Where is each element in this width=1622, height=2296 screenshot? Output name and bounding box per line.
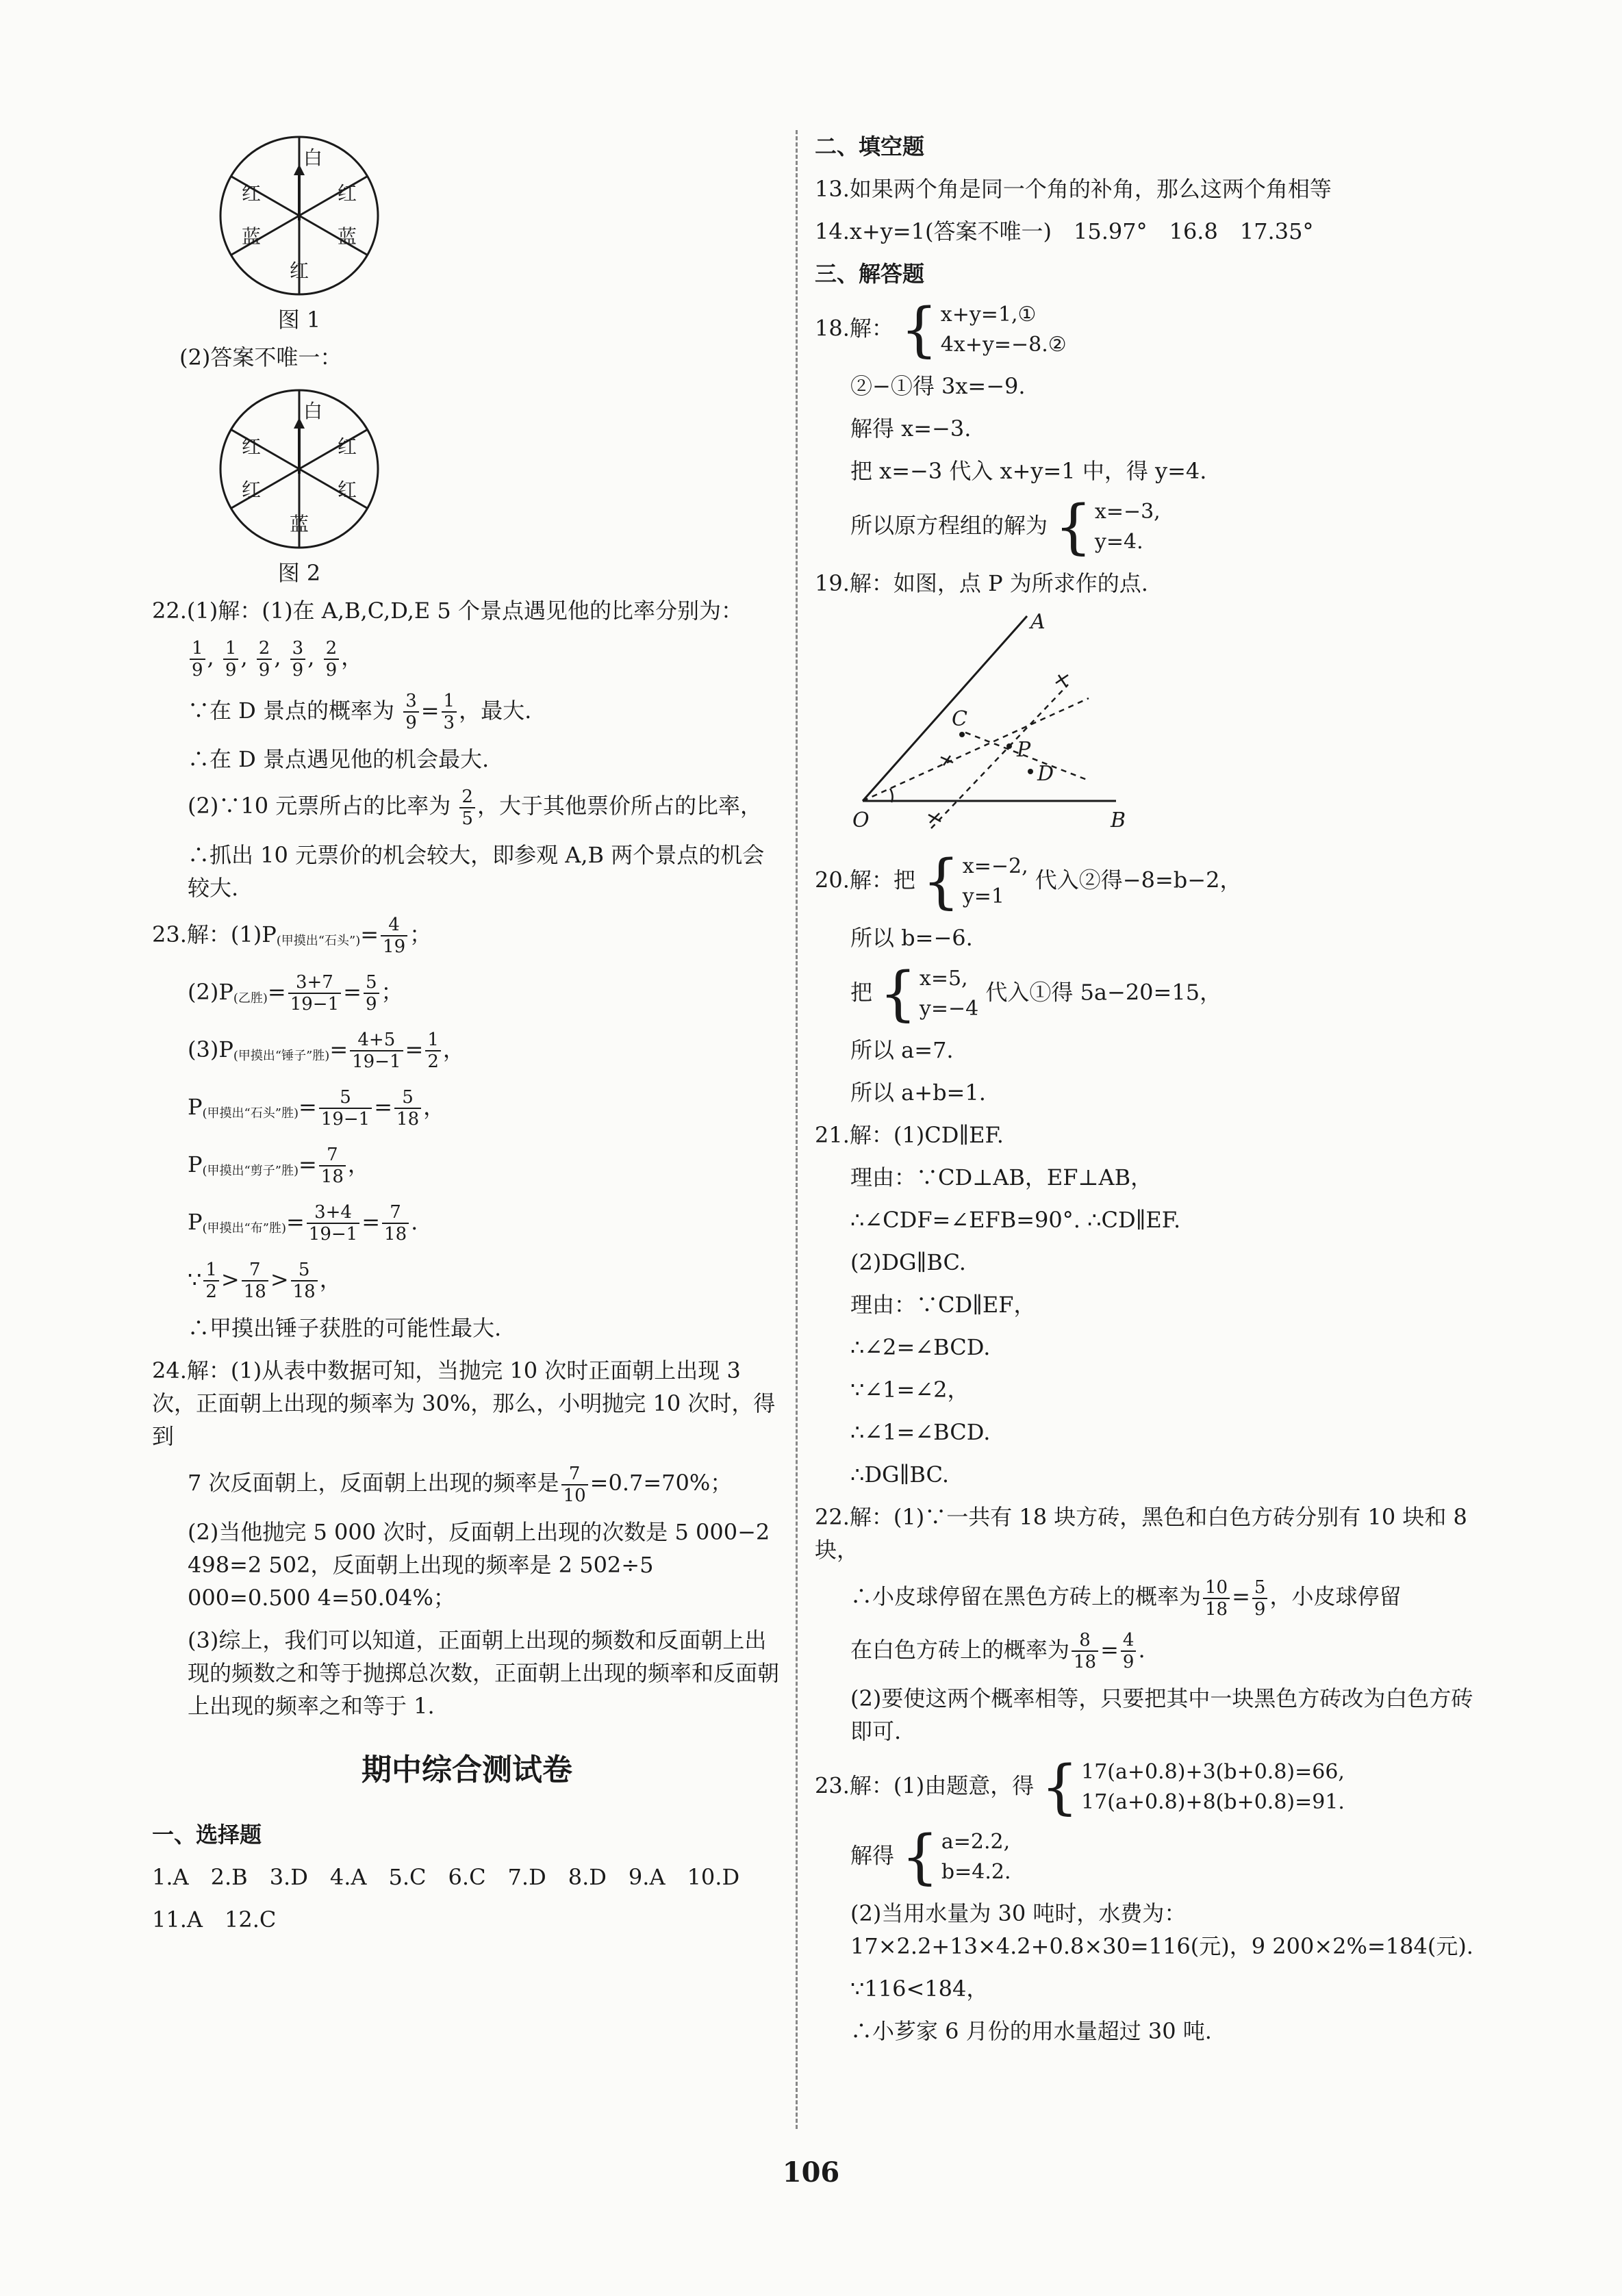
construction-svg (842, 609, 1137, 835)
r22-line: 在白色方砖上的概率为 $\frac{8}{18}$ = $\frac{4}{9}$ . (850, 1630, 1145, 1672)
q22-fractions: $\frac{1}{9}$ , $\frac{1}{9}$ , $\frac{2}{9}$ , $\frac{3}{9}$ , $\frac{2}{9}$ ， (152, 637, 782, 680)
fraction: $\frac{10}{18}$ (1203, 1577, 1230, 1620)
r20-line: 所以 a=7. (850, 1037, 954, 1063)
r23-line: ∴小芗家 6 月份的用水量超过 30 吨. (850, 2018, 1212, 2044)
section-heading: 二、填空题 (815, 133, 925, 160)
r21-line: 理由：∵CD∥EF， (850, 1292, 1036, 1318)
r21-line: ∴∠1=∠BCD. (850, 1419, 991, 1445)
fraction: $\frac{1}{3}$ (442, 691, 457, 733)
spinner1-label: 白 (303, 146, 323, 169)
q22-line: 22.(1)解：(1)在 A,B,C,D,E 5 个景点遇见他的比率分别为： (152, 598, 743, 624)
equation-system: { x=−2, y=1 (922, 847, 1028, 916)
r22-line: 22.解：(1)∵一共有 18 块方砖，黑色和白色方砖分别有 10 块和 8 块， (815, 1504, 1467, 1563)
fraction: $\frac{1}{2}$ (425, 1030, 441, 1072)
r19-line: 19.解：如图，点 P 为所求作的点. (815, 570, 1148, 596)
point-label-B: B (1111, 808, 1126, 832)
figure-caption: 图 1 (277, 307, 321, 333)
q22-line: ∴抓出 10 元票价的机会较大，即参观 A,B 两个景点的机会较大. (188, 841, 765, 901)
fraction: $\frac{1}{9}$ (190, 638, 205, 680)
fraction: $\frac{3+4}{19-1}$ (307, 1202, 359, 1245)
r21-line: 21.解：(1)CD∥EF. (815, 1122, 1004, 1148)
spinner-2-svg (214, 383, 385, 554)
spinner2-label: 红 (337, 479, 357, 501)
fraction: $\frac{7}{18}$ (382, 1202, 409, 1245)
r21-line: (2)DG∥BC. (850, 1249, 966, 1275)
spinner1-label: 红 (289, 259, 309, 282)
r21-line: ∴DG∥BC. (850, 1462, 949, 1488)
fraction: $\frac{7}{18}$ (242, 1260, 268, 1302)
point-label-D: D (1037, 762, 1054, 786)
fraction: $\frac{3}{9}$ (290, 638, 306, 680)
answer-line: (2)答案不唯一： (179, 344, 342, 370)
q23-line: 23.解：$(1)P_{(甲摸出“石头”)}=$ $\frac{4}{19}$ ； (152, 915, 432, 957)
equation-system: { 17(a+0.8)+3(b+0.8)=66, 17(a+0.8)+8(b+0.8)=91. (1041, 1753, 1345, 1822)
r23-line: 23.解：(1)由题意，得 { 17(a+0.8)+3(b+0.8)=66, 17(a+0.8)+8(b+0.8)=91. (815, 1753, 1345, 1822)
section-heading: 一、选择题 (152, 1821, 262, 1848)
point-label-A: A (1030, 610, 1046, 634)
r21-line: ∵∠1=∠2， (850, 1377, 970, 1403)
r20-line: 20.解：把 { x=−2, y=1 代入②得−8=b−2， (815, 847, 1242, 916)
fraction: $\frac{3+7}{19-1}$ (288, 972, 341, 1015)
r23-line: ∵116<184， (850, 1976, 989, 2002)
spinner-figure-2 (214, 383, 385, 587)
spinner1-label: 红 (337, 182, 357, 205)
q22-line: (2)∵10 元票所占的比率为 $\frac{2}{5}$ ，大于其他票价所占的比率， (188, 786, 762, 829)
q23-line: $P_{(甲摸出“石头”胜)}=$ $\frac{5}{19-1}$ = $\frac{5}{18}$ ， (188, 1087, 446, 1130)
q24-line: 24.解：(1)从表中数据可知，当抛完 10 次时正面朝上出现 3 次，正面朝上出现的频率为 30%，那么，小明抛完 10 次时，得到 (152, 1357, 776, 1449)
fraction: $\frac{8}{18}$ (1072, 1630, 1098, 1672)
r18-line: 把 x=−3 代入 x+y=1 中，得 y=4. (850, 458, 1207, 484)
spinner2-label: 白 (303, 400, 323, 422)
fraction: $\frac{5}{9}$ (364, 972, 379, 1015)
q23-line: $(2)P_{(乙胜)}=$ $\frac{3+7}{19-1}$ = $\frac{5}{9}$ ； (188, 972, 403, 1015)
section-title: 期中综合测试卷 (362, 1752, 572, 1787)
fraction: $\frac{1}{2}$ (203, 1260, 219, 1302)
fraction: $\frac{2}{9}$ (324, 638, 340, 680)
r23-line: 解得 { a=2.2, b=4.2. (850, 1823, 1011, 1891)
choice-answers: 1.A 2.B 3.D 4.A 5.C 6.C 7.D 8.D 9.A 10.D (152, 1863, 740, 1890)
equation-system: { x=−3, y=4. (1054, 493, 1161, 561)
answer-line: 14.x+y=1(答案不唯一) 15.97° 16.8 17.35° (815, 218, 1314, 244)
right-column (815, 130, 1486, 2057)
r20-line: 所以 a+b=1. (850, 1080, 986, 1106)
fraction: $\frac{5}{18}$ (394, 1087, 421, 1130)
fraction: $\frac{2}{5}$ (459, 787, 475, 829)
equation-system: { a=2.2, b=4.2. (901, 1823, 1011, 1891)
fraction: $\frac{7}{18}$ (319, 1145, 346, 1187)
q23-line: $(3)P_{(甲摸出“锤子”胜)}=$ $\frac{4+5}{19-1}$ = $\frac{1}{2}$ ， (188, 1030, 465, 1072)
fraction: $\frac{4+5}{19-1}$ (350, 1030, 403, 1072)
r23-line: (2)当用水量为 30 吨时，水费为：17×2.2+13×4.2+0.8×30=116(元)，9 200×2%=184(元). (850, 1900, 1473, 1959)
answer-line: 13.如果两个角是同一个角的补角，那么这两个角相等 (815, 176, 1332, 202)
fraction: $\frac{2}{9}$ (257, 638, 273, 680)
r22-line: (2)要使这两个概率相等，只要把其中一块黑色方砖改为白色方砖即可. (850, 1685, 1473, 1744)
page-number: 106 (782, 2156, 840, 2189)
r18-line: 18.解： { x+y=1,① 4x+y=−8.② (815, 296, 1067, 364)
spinner-figure-1 (214, 130, 385, 334)
spinner2-label: 红 (337, 435, 357, 458)
figure-caption: 图 2 (277, 560, 321, 586)
q22-line: ∴在 D 景点遇见他的机会最大. (188, 746, 490, 772)
r20-line: 所以 b=−6. (850, 925, 973, 951)
q24-line: (2)当他抛完 5 000 次时，反面朝上出现的次数是 5 000−2 498=2 502，反面朝上出现的频率是 2 502÷5 000=0.500 4=50.04%； (188, 1518, 770, 1611)
equation-system: { x+y=1,① 4x+y=−8.② (900, 296, 1067, 364)
r21-line: ∴∠CDF=∠EFB=90°. ∴CD∥EF. (850, 1207, 1181, 1233)
r18-line: ②−①得 3x=−9. (850, 373, 1026, 399)
spinner2-label: 红 (241, 435, 262, 458)
q23-line: $P_{(甲摸出“布”胜)}=$ $\frac{3+4}{19-1}$ = $\frac{7}{18}$ . (188, 1202, 418, 1245)
fraction: $\frac{3}{9}$ (403, 691, 419, 733)
spinner-1-svg (214, 130, 385, 301)
r21-line: ∴∠2=∠BCD. (850, 1334, 991, 1360)
r21-line: 理由：∵CD⊥AB，EF⊥AB， (850, 1164, 1153, 1190)
equation-system: { x=5, y=−4 (879, 960, 979, 1028)
construction-figure (842, 609, 1486, 838)
point-label-C: C (952, 707, 967, 731)
q24-line: (3)综上，我们可以知道，正面朝上出现的频数和反面朝上出现的频数之和等于抛掷总次数，正面朝上出现的频率和反面朝上出现的频率之和等于 1. (188, 1627, 780, 1719)
fraction: $\frac{5}{9}$ (1252, 1577, 1268, 1620)
spinner2-label: 蓝 (289, 513, 309, 535)
section-heading: 三、解答题 (815, 261, 925, 287)
choice-answers: 11.A 12.C (152, 1906, 277, 1933)
left-column (152, 130, 782, 1946)
q22-line: ∵在 D 景点的概率为 $\frac{3}{9}$ = $\frac{1}{3}$ ，最大. (188, 691, 532, 733)
r20-line: 把 { x=5, y=−4 代入①得 5a−20=15， (850, 960, 1222, 1028)
spinner2-label: 红 (241, 479, 262, 501)
spinner1-label: 蓝 (241, 225, 262, 248)
r18-line: 所以原方程组的解为 { x=−3, y=4. (850, 493, 1161, 561)
q23-line: ∵ $\frac{1}{2}$ > $\frac{7}{18}$ > $\frac{5}{18}$ ， (188, 1260, 342, 1302)
fraction: $\frac{7}{10}$ (561, 1464, 588, 1506)
point-label-P: P (1017, 738, 1031, 762)
q23-line: $P_{(甲摸出“剪子”胜)}=$ $\frac{7}{18}$ ， (188, 1145, 370, 1187)
point-label-O: O (852, 808, 870, 832)
fraction: $\frac{4}{19}$ (381, 915, 407, 957)
q23-line: ∴甲摸出锤子获胜的可能性最大. (188, 1315, 502, 1341)
fraction: $\frac{1}{9}$ (223, 638, 239, 680)
r18-line: 解得 x=−3. (850, 416, 972, 442)
fraction: $\frac{5}{19-1}$ (319, 1087, 372, 1130)
fraction: $\frac{5}{18}$ (291, 1260, 318, 1302)
fraction: $\frac{4}{9}$ (1121, 1630, 1137, 1672)
spinner1-label: 红 (241, 182, 262, 205)
q24-line: 7 次反面朝上，反面朝上出现的频率是 $\frac{7}{10}$ =0.7=70%； (188, 1463, 733, 1506)
column-divider (796, 130, 798, 2129)
r22-line: ∴小皮球停留在黑色方砖上的概率为 $\frac{10}{18}$ = $\frac{5}{9}$ ，小皮球停留 (850, 1577, 1402, 1620)
spinner1-label: 蓝 (337, 225, 357, 248)
